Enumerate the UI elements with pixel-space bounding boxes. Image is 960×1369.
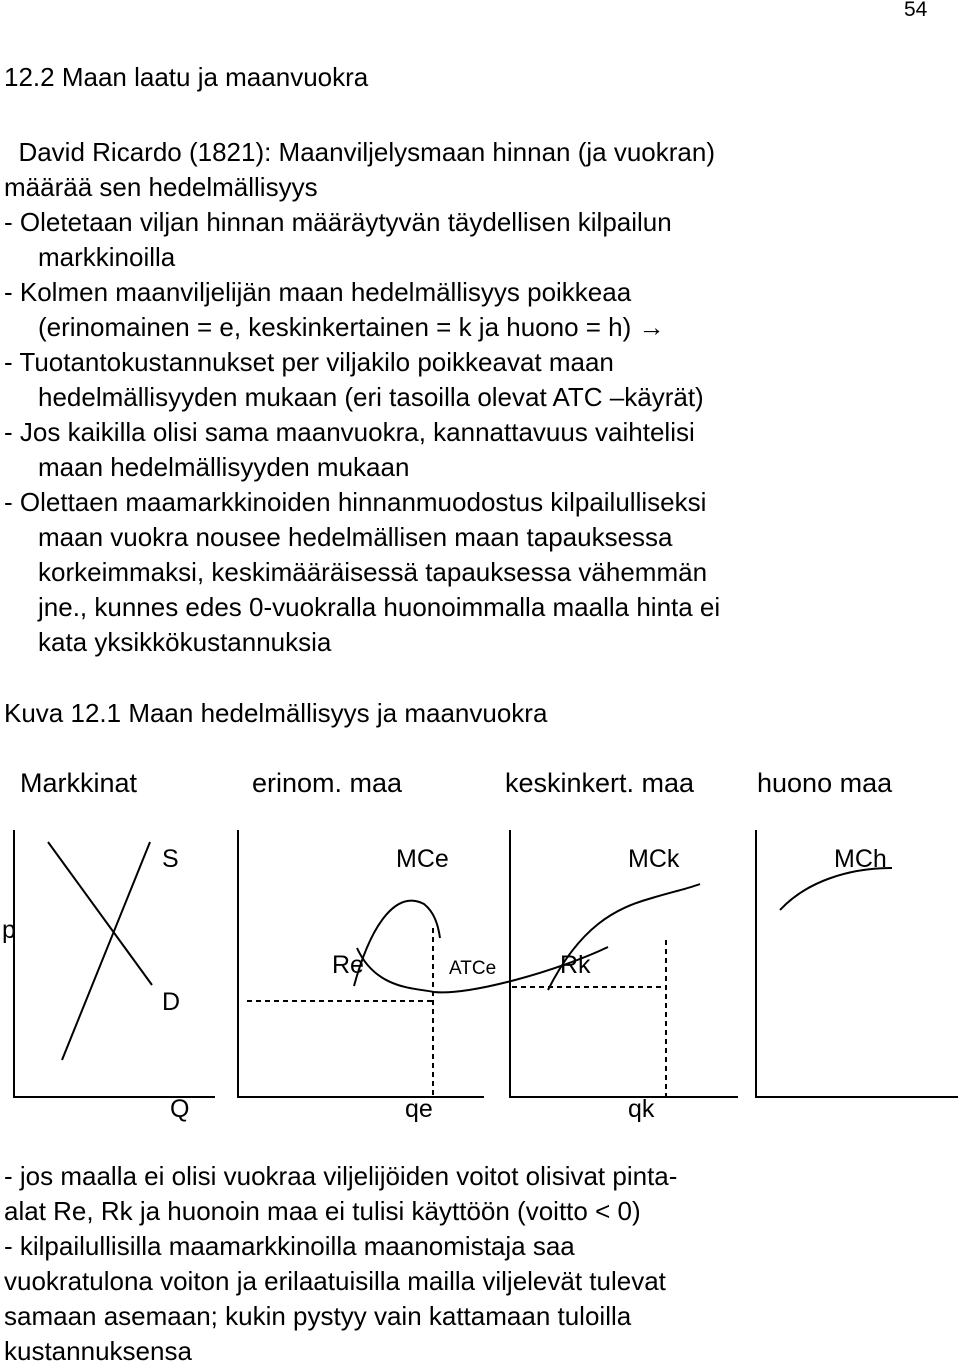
bullet-line: - Kolmen maanviljelijän maan hedelmällisyys poikkeaa [4,277,632,307]
column-heading-excellent-land: erinom. maa [252,768,403,798]
bullet-line: - Jos kaikilla olisi sama maanvuokra, kannattavuus vaihtelisi [4,417,695,447]
land-rent-diagram [0,820,960,1140]
bullet-line: maan vuokra nousee hedelmällisen maan tapauksessa [38,522,673,552]
atc-excellent-label: ATCe [449,958,497,979]
intro-line: määrää sen hedelmällisyys [4,172,318,202]
intro-paragraph [4,135,715,205]
intro-line: David Ricardo (1821): Maanviljelysmaan hinnan (ja vuokran) [4,137,716,167]
column-heading-markets: Markkinat [20,768,138,798]
closing-paragraph [4,1159,677,1369]
column-heading-poor-land: huono maa [757,768,893,798]
bullet-line: (erinomainen = e, keskinkertainen = k ja huono = h) → [38,312,665,342]
closing-line: samaan asemaan; kukin pystyy vain kattamaan tuloilla [4,1301,632,1331]
supply-curve [62,842,150,1060]
bullet-line: markkinoilla [38,242,176,272]
bullet-line: - Olettaen maamarkkinoiden hinnanmuodostus kilpailulliseksi [4,487,707,517]
mc-excellent-curve [354,901,440,986]
bullet-line: - Tuotantokustannukset per viljakilo poikkeavat maan [4,347,614,377]
market-axes [14,830,215,1097]
bullet-line: - Oletetaan viljan hinnan määräytyvän täydellisen kilpailun [4,207,672,237]
bullet-list [4,205,720,660]
mc-excellent-label: MCe [396,845,449,873]
bullet-line: jne., kunnes edes 0-vuokralla huonoimmalla maalla hinta ei [38,592,721,622]
bullet-line: kata yksikkökustannuksia [38,627,332,657]
mc-poor-label: MCh [834,845,887,873]
price-label: p [2,916,16,944]
closing-line: vuokratulona voiton ja erilaatuisilla mailla viljelevät tulevat [4,1266,666,1296]
bullet-line: hedelmällisyyden mukaan (eri tasoilla olevat ATC –käyrät) [38,382,704,412]
closing-line: kustannuksensa [4,1336,192,1366]
quantity-label: Q [170,1095,190,1123]
rent-excellent-label: Re [332,951,364,979]
qe-label: qe [405,1095,433,1123]
qk-label: qk [628,1095,655,1123]
figure-caption: Kuva 12.1 Maan hedelmällisyys ja maanvuokra [4,698,548,728]
page-number: 54 [904,0,928,21]
closing-line: alat Re, Rk ja huonoin maa ei tulisi käyttöön (voitto < 0) [4,1196,641,1226]
section-title: 12.2 Maan laatu ja maanvuokra [4,62,369,92]
column-heading-average-land: keskinkert. maa [505,768,695,798]
bullet-line: maan hedelmällisyyden mukaan [38,452,410,482]
closing-line: - kilpailullisilla maamarkkinoilla maanomistaja saa [4,1231,575,1261]
demand-label: D [162,988,181,1016]
mc-average-label: MCk [628,845,680,873]
closing-line: - jos maalla ei olisi vuokraa viljelijöiden voitot olisivat pinta- [4,1161,678,1191]
rent-average-label: Rk [560,951,591,979]
supply-label: S [162,845,179,873]
mc-poor-curve [780,868,892,910]
bullet-line: korkeimmaksi, keskimääräisessä tapauksessa vähemmän [38,557,708,587]
average-land-axes [510,830,738,1097]
